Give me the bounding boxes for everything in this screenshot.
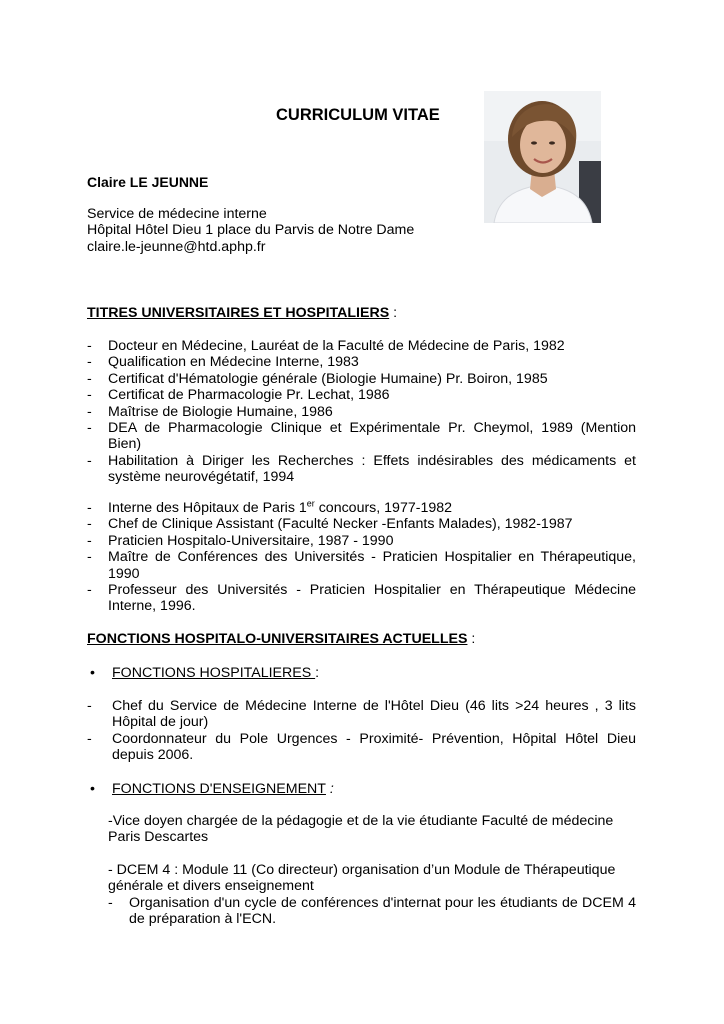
dash-marker: - xyxy=(87,582,92,599)
enseignement-paragraph-dcem: - DCEM 4 : Module 11 (Co directeur) organisation d’un Module de Thérapeutique générale et divers enseignement xyxy=(108,862,616,895)
section-heading-titres-text: TITRES UNIVERSITAIRES ET HOSPITALIERS xyxy=(87,305,390,321)
list-item-text: DEA de Pharmacologie Clinique et Expérimentale Pr. Cheymol, 1989 (Mention Bien) xyxy=(108,420,636,453)
section-heading-colon: : xyxy=(467,631,476,647)
section-heading-fonctions xyxy=(87,631,475,647)
ordinal-superscript: er xyxy=(306,498,315,509)
dash-marker: - xyxy=(87,403,92,420)
dash-marker: - xyxy=(87,500,92,516)
portrait-photo xyxy=(484,91,601,223)
section-heading-colon: : xyxy=(389,305,398,321)
enseignement-list xyxy=(108,895,636,928)
subsection-hospitalieres-title: FONCTIONS HOSPITALIERES xyxy=(112,665,316,681)
dash-marker: - xyxy=(87,338,92,354)
list-item xyxy=(87,354,636,370)
list-item-text: Maîtrise de Biologie Humaine, 1986 xyxy=(108,403,333,420)
subsection-enseignement xyxy=(90,781,334,797)
list-item xyxy=(87,533,636,549)
bullet-marker: • xyxy=(90,781,95,797)
subsection-colon: : xyxy=(315,665,320,681)
list-item-text: Praticien Hospitalo-Universitaire, 1987 - 1990 xyxy=(108,532,394,549)
list-item xyxy=(87,387,636,403)
dash-marker: - xyxy=(87,387,92,404)
dash-marker: - xyxy=(87,730,92,747)
dash-marker: - xyxy=(87,532,92,549)
list-item-text: Organisation d'un cycle de conférences d'internat pour les étudiants de DCEM 4 de préparation à l'ECN. xyxy=(129,895,636,928)
list-item-text: Professeur des Universités - Praticien Hospitalier en Thérapeutique Médecine Interne, 1996. xyxy=(108,582,636,615)
list-item-text: Chef du Service de Médecine Interne de l'Hôtel Dieu (46 lits >24 heures , 3 lits Hôpital de jour) xyxy=(112,698,636,731)
dash-marker: - xyxy=(87,370,92,387)
list-item-text: Certificat de Pharmacologie Pr. Lechat, 1986 xyxy=(108,387,390,404)
section-heading-fonctions-text: FONCTIONS HOSPITALO-UNIVERSITAIRES ACTUELLES xyxy=(87,631,468,647)
titres-list-b xyxy=(87,500,636,615)
section-heading-titres xyxy=(87,305,397,321)
dash-marker: - xyxy=(87,420,92,437)
dash-marker: - xyxy=(87,452,92,469)
titres-list-a xyxy=(87,338,636,486)
list-item-text: Docteur en Médecine, Lauréat de la Faculté de Médecine de Paris, 1982 xyxy=(108,338,565,354)
list-item-text: Coordonnateur du Pole Urgences - Proximité- Prévention, Hôpital Hôtel Dieu depuis 2006. xyxy=(112,730,636,764)
enseignement-paragraph-vice-doyen: -Vice doyen chargée de la pédagogie et de la vie étudiante Faculté de médecine Paris Descartes xyxy=(108,813,614,846)
page-title: CURRICULUM VITAE xyxy=(276,106,440,124)
portrait-icon xyxy=(484,91,601,223)
list-item xyxy=(87,500,636,516)
list-item xyxy=(87,698,636,731)
contact-block xyxy=(87,206,467,255)
list-item-text: Certificat d'Hématologie générale (Biologie Humaine) Pr. Boiron, 1985 xyxy=(108,370,548,387)
list-item xyxy=(87,420,636,453)
bullet-marker: • xyxy=(90,665,95,681)
list-item xyxy=(87,731,636,764)
dash-marker: - xyxy=(87,354,92,371)
contact-email: claire.le-jeunne@htd.aphp.fr xyxy=(87,238,266,255)
subsection-hospitalieres xyxy=(90,665,319,681)
list-item xyxy=(87,453,636,486)
list-item-text: Chef de Clinique Assistant (Faculté Necker -Enfants Malades), 1982-1987 xyxy=(108,516,573,533)
dash-marker: - xyxy=(87,698,92,714)
list-item xyxy=(87,582,636,615)
hospitalieres-list xyxy=(87,698,636,764)
dash-marker: - xyxy=(108,895,113,911)
list-item xyxy=(87,516,636,532)
list-item-text: concours, 1977-1982 xyxy=(314,500,453,516)
list-item xyxy=(87,338,636,354)
contact-address: Hôpital Hôtel Dieu 1 place du Parvis de Notre Dame xyxy=(87,222,415,239)
list-item-text: Habilitation à Diriger les Recherches : Effets indésirables des médicaments et système neurovégétatif, 1994 xyxy=(108,452,636,486)
list-item xyxy=(87,549,636,582)
subsection-colon: : xyxy=(325,781,334,797)
contact-department: Service de médecine interne xyxy=(87,206,267,222)
list-item xyxy=(108,895,636,928)
person-name: Claire LE JEUNNE xyxy=(87,174,209,190)
list-item-text: Interne des Hôpitaux de Paris 1 xyxy=(108,500,307,516)
list-item xyxy=(87,404,636,420)
dash-marker: - xyxy=(87,516,92,533)
list-item-text: Qualification en Médecine Interne, 1983 xyxy=(108,354,359,371)
list-item xyxy=(87,371,636,387)
subsection-enseignement-title: FONCTIONS D'ENSEIGNEMENT xyxy=(112,781,326,797)
dash-marker: - xyxy=(87,549,92,566)
list-item-text: Maître de Conférences des Universités - Praticien Hospitalier en Thérapeutique, 1990 xyxy=(108,549,636,582)
